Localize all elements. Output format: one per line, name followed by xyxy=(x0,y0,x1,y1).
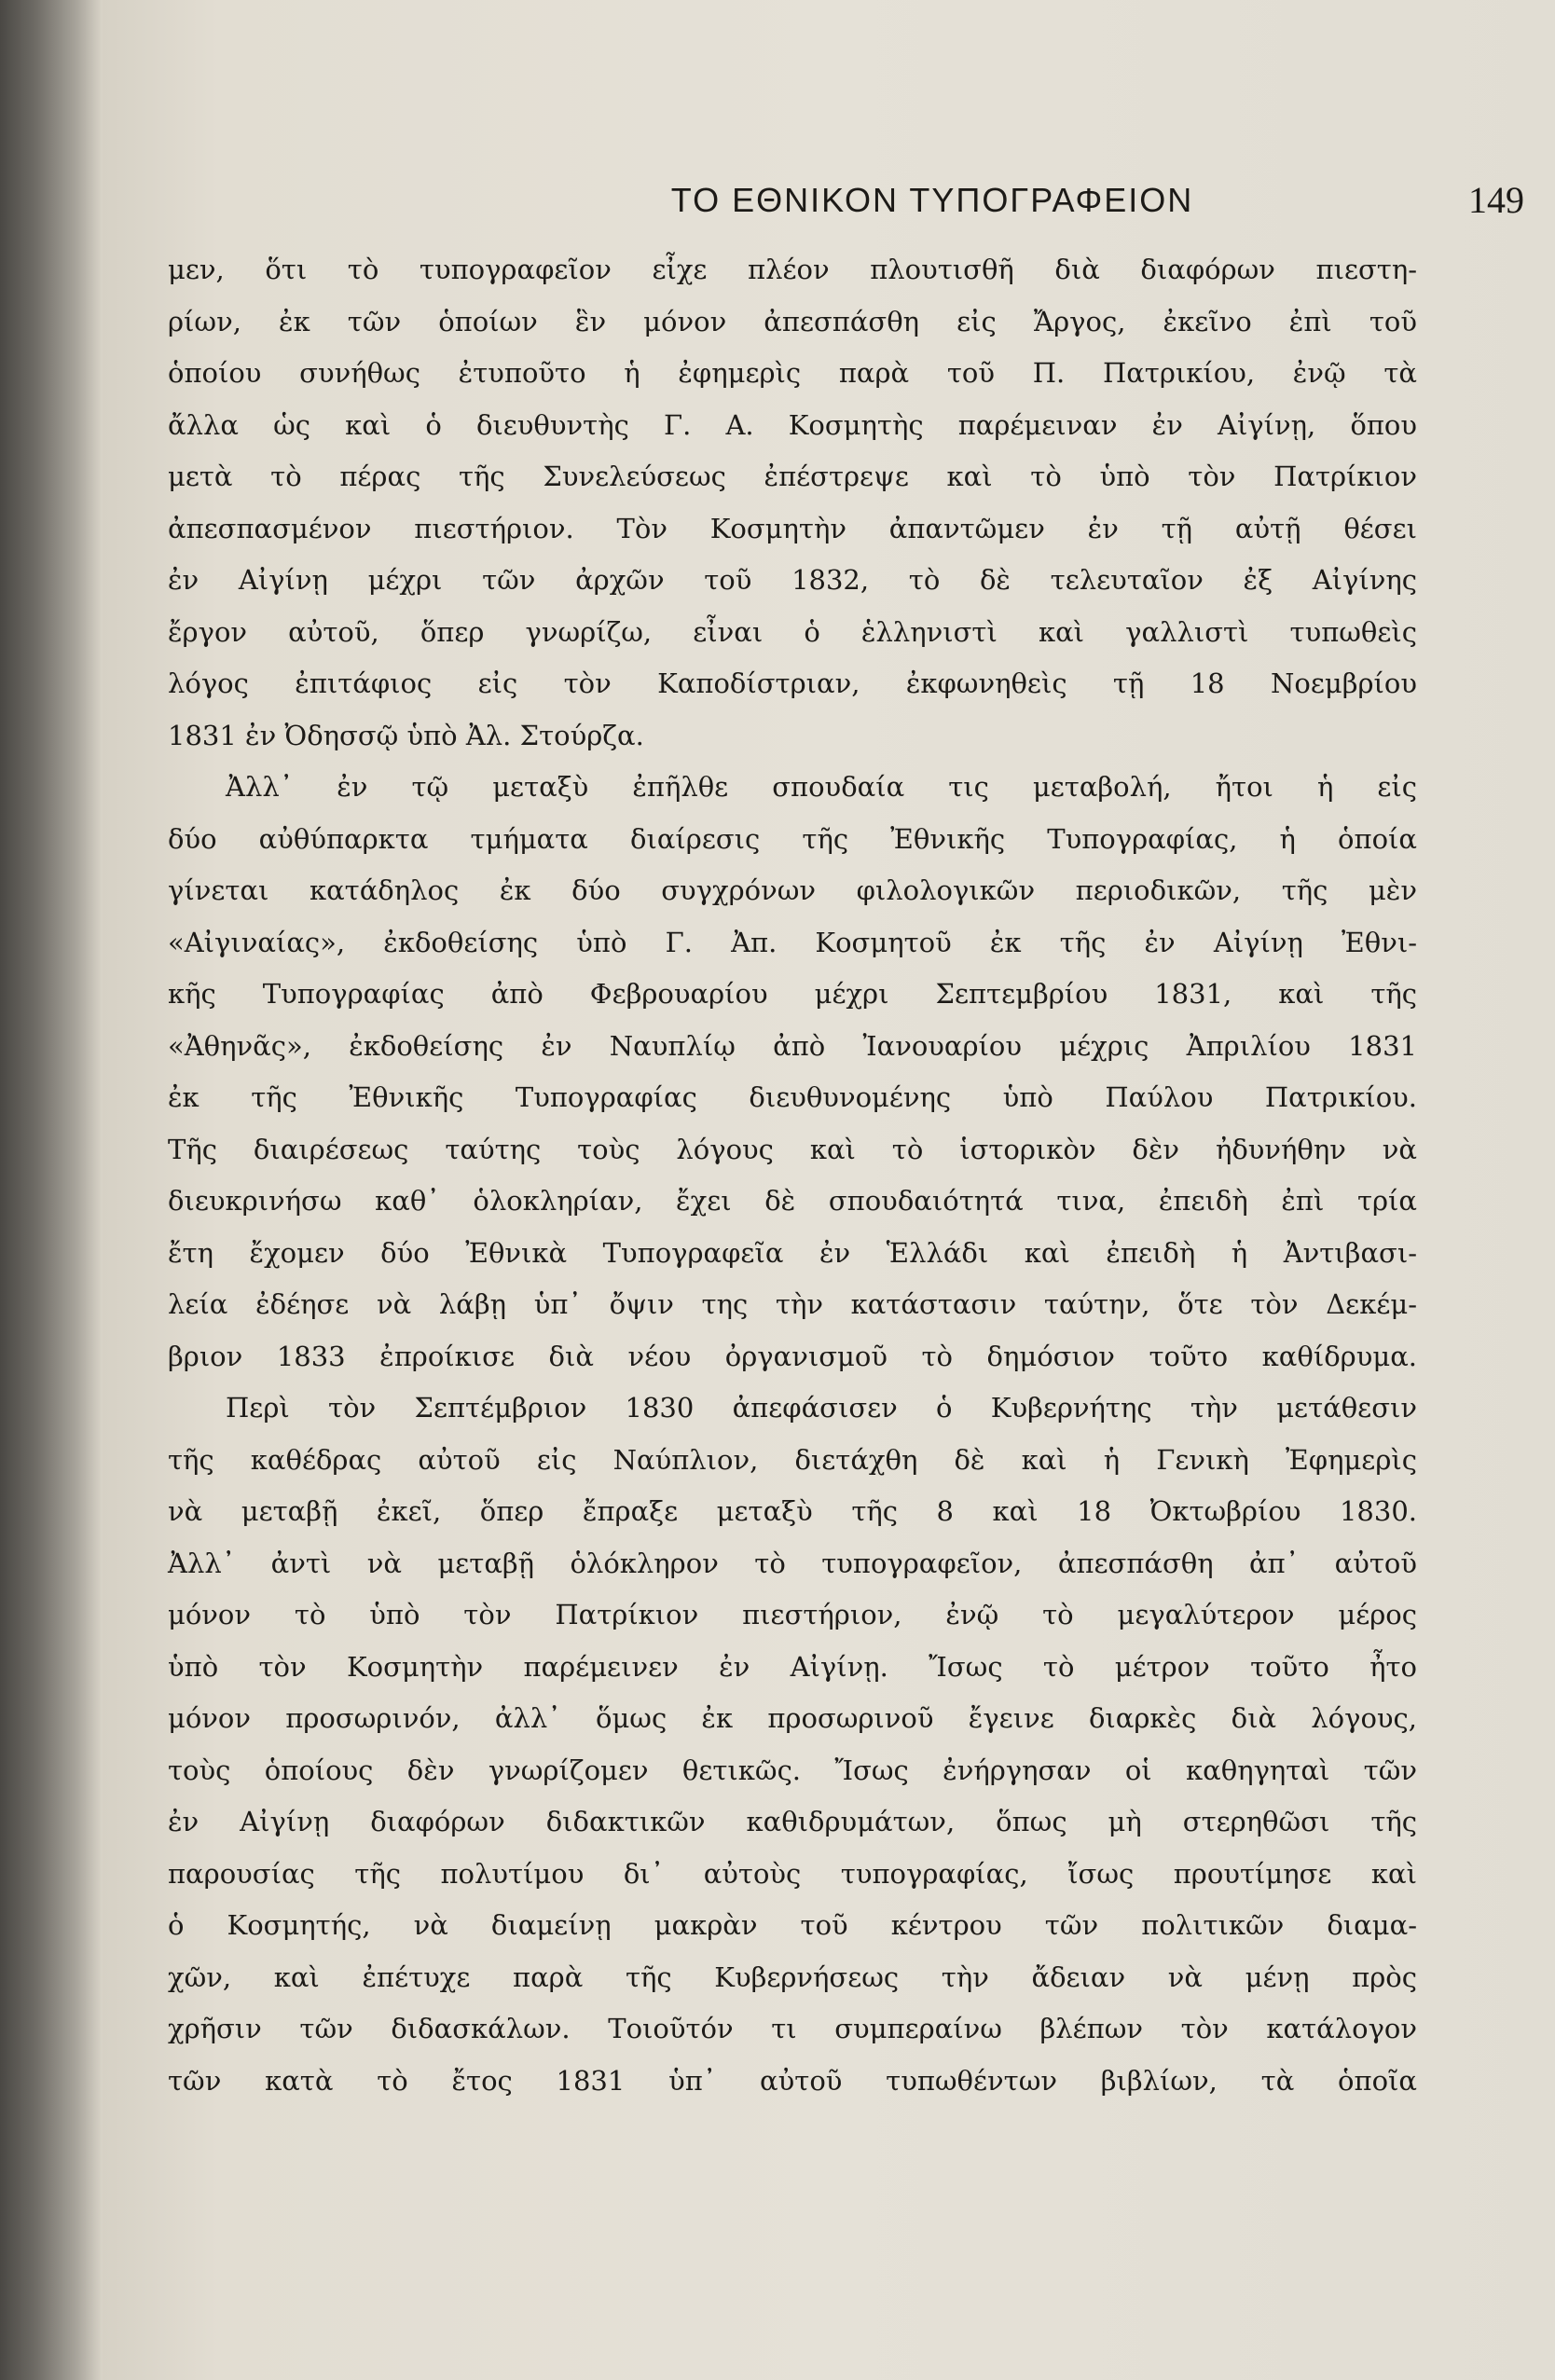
text-line: διευκρινήσω καθ᾿ ὁλοκληρίαν, ἔχει δὲ σπουδαιότητά τινα, ἐπειδὴ ἐπὶ τρία xyxy=(168,1185,1417,1217)
text-line: τῶν κατὰ τὸ ἔτος 1831 ὑπ᾿ αὐτοῦ τυπωθέντων βιβλίων, τὰ ὁποῖα xyxy=(168,2064,1417,2097)
text-line: ὑπὸ τὸν Κοσμητὴν παρέμεινεν ἐν Αἰγίνῃ. Ἴσως τὸ μέτρον τοῦτο ἦτο xyxy=(168,1650,1417,1683)
text-line: δύο αὐθύπαρκτα τμήματα διαίρεσις τῆς Ἐθνικῆς Τυπογραφίας, ἡ ὁποία xyxy=(168,822,1417,855)
running-title: ΤΟ ΕΘΝΙΚΟΝ ΤΥΠΟΓΡΑΦΕΙΟΝ xyxy=(670,181,1194,219)
text-line: «Αἰγιναίας», ἐκδοθείσης ὑπὸ Γ. Ἀπ. Κοσμητοῦ ἐκ τῆς ἐν Αἰγίνῃ Ἐθνι- xyxy=(168,926,1417,958)
text-line: Τῆς διαιρέσεως ταύτης τοὺς λόγους καὶ τὸ ἱστορικὸν δὲν ἠδυνήθην νὰ xyxy=(168,1133,1417,1165)
text-line: Ἀλλ᾿ ἐν τῷ μεταξὺ ἐπῆλθε σπουδαία τις μεταβολή, ἤτοι ἡ εἰς xyxy=(226,771,1417,803)
text-line: χρῆσιν τῶν διδασκάλων. Τοιοῦτόν τι συμπεραίνω βλέπων τὸν κατάλογον xyxy=(168,2013,1417,2044)
text-line: ἔργον αὐτοῦ, ὅπερ γνωρίζω, εἶναι ὁ ἑλληνιστὶ καὶ γαλλιστὶ τυπωθεὶς xyxy=(168,615,1417,648)
text-line: ὁποίου συνήθως ἐτυποῦτο ἡ ἐφημερὶς παρὰ τοῦ Π. Πατρικίου, ἐνῷ τὰ xyxy=(168,357,1417,389)
page-number: 149 xyxy=(1468,179,1524,221)
text-line: ἐκ τῆς Ἐθνικῆς Τυπογραφίας διευθυνομένης ὑπὸ Παύλου Πατρικίου. xyxy=(168,1081,1417,1113)
book-binding-shadow xyxy=(0,0,103,2380)
text-line: κῆς Τυπογραφίας ἀπὸ Φεβρουαρίου μέχρι Σεπτεμβρίου 1831, καὶ τῆς xyxy=(168,978,1417,1010)
text-line: παρουσίας τῆς πολυτίμου δι᾿ αὐτοὺς τυπογραφίας, ἴσως προυτίμησε καὶ xyxy=(168,1857,1417,1890)
text-line: «Ἀθηνᾶς», ἐκδοθείσης ἐν Ναυπλίῳ ἀπὸ Ἰανουαρίου μέχρις Ἀπριλίου 1831 xyxy=(168,1029,1417,1062)
text-line: λεία ἐδέησε νὰ λάβῃ ὑπ᾿ ὄψιν της τὴν κατάστασιν ταύτην, ὅτε τὸν Δεκέμ- xyxy=(168,1288,1417,1320)
text-line: μόνον προσωρινόν, ἀλλ᾿ ὅμως ἐκ προσωρινοῦ ἔγεινε διαρκὲς διὰ λόγους, xyxy=(168,1702,1417,1734)
text-line: μετὰ τὸ πέρας τῆς Συνελεύσεως ἐπέστρεψε καὶ τὸ ὑπὸ τὸν Πατρίκιον xyxy=(168,461,1417,492)
text-line: γίνεται κατάδηλος ἐκ δύο συγχρόνων φιλολογικῶν περιοδικῶν, τῆς μὲν xyxy=(168,874,1417,906)
text-line: ἐν Αἰγίνῃ διαφόρων διδακτικῶν καθιδρυμάτων, ὅπως μὴ στερηθῶσι τῆς xyxy=(168,1806,1417,1837)
text-line: μόνον τὸ ὑπὸ τὸν Πατρίκιον πιεστήριον, ἐνῷ τὸ μεγαλύτερον μέρος xyxy=(168,1599,1417,1630)
text-line: ὁ Κοσμητής, νὰ διαμείνῃ μακρὰν τοῦ κέντρου τῶν πολιτικῶν διαμα- xyxy=(168,1909,1417,1941)
text-line: λόγος ἐπιτάφιος εἰς τὸν Καποδίστριαν, ἐκφωνηθεὶς τῇ 18 Νοεμβρίου xyxy=(168,667,1417,699)
text-line: τῆς καθέδρας αὐτοῦ εἰς Ναύπλιον, διετάχθη δὲ καὶ ἡ Γενικὴ Ἐφημερὶς xyxy=(168,1443,1417,1476)
text-line: ἐν Αἰγίνῃ μέχρι τῶν ἀρχῶν τοῦ 1832, τὸ δὲ τελευταῖον ἐξ Αἰγίνης xyxy=(168,564,1417,596)
text-line: ἀπεσπασμένον πιεστήριον. Τὸν Κοσμητὴν ἀπαντῶμεν ἐν τῇ αὐτῇ θέσει xyxy=(168,512,1417,544)
text-line: βριον 1833 ἐπροίκισε διὰ νέου ὀργανισμοῦ τὸ δημόσιον τοῦτο καθίδρυμα. xyxy=(168,1340,1417,1372)
body-text xyxy=(168,244,1417,2107)
text-line: μεν, ὅτι τὸ τυπογραφεῖον εἶχε πλέον πλουτισθῆ διὰ διαφόρων πιεστη- xyxy=(168,254,1417,285)
text-line: τοὺς ὁποίους δὲν γνωρίζομεν θετικῶς. Ἴσως ἐνήργησαν οἱ καθηγηταὶ τῶν xyxy=(168,1754,1417,1786)
text-line: ρίων, ἐκ τῶν ὁποίων ἓν μόνον ἀπεσπάσθη εἰς Ἄργος, ἐκεῖνο ἐπὶ τοῦ xyxy=(168,305,1417,337)
running-head xyxy=(340,177,1524,224)
text-line: Περὶ τὸν Σεπτέμβριον 1830 ἀπεφάσισεν ὁ Κυβερνήτης τὴν μετάθεσιν xyxy=(226,1392,1417,1424)
text-line: 1831 ἐν Ὀδησσῷ ὑπὸ Ἀλ. Στούρζα. xyxy=(168,719,644,751)
text-line: νὰ μεταβῇ ἐκεῖ, ὅπερ ἔπραξε μεταξὺ τῆς 8 καὶ 18 Ὀκτωβρίου 1830. xyxy=(168,1495,1417,1527)
text-line: ἄλλα ὡς καὶ ὁ διευθυντὴς Γ. Α. Κοσμητὴς παρέμειναν ἐν Αἰγίνῃ, ὅπου xyxy=(168,408,1417,441)
text-line: ἔτη ἔχομεν δύο Ἐθνικὰ Τυπογραφεῖα ἐν Ἑλλάδι καὶ ἐπειδὴ ἡ Ἀντιβασι- xyxy=(168,1236,1417,1269)
text-line: Ἀλλ᾿ ἀντὶ νὰ μεταβῇ ὁλόκληρον τὸ τυπογραφεῖον, ἀπεσπάσθη ἀπ᾿ αὐτοῦ xyxy=(168,1547,1417,1579)
text-line: χῶν, καὶ ἐπέτυχε παρὰ τῆς Κυβερνήσεως τὴν ἄδειαν νὰ μένῃ πρὸς xyxy=(168,1960,1417,1993)
